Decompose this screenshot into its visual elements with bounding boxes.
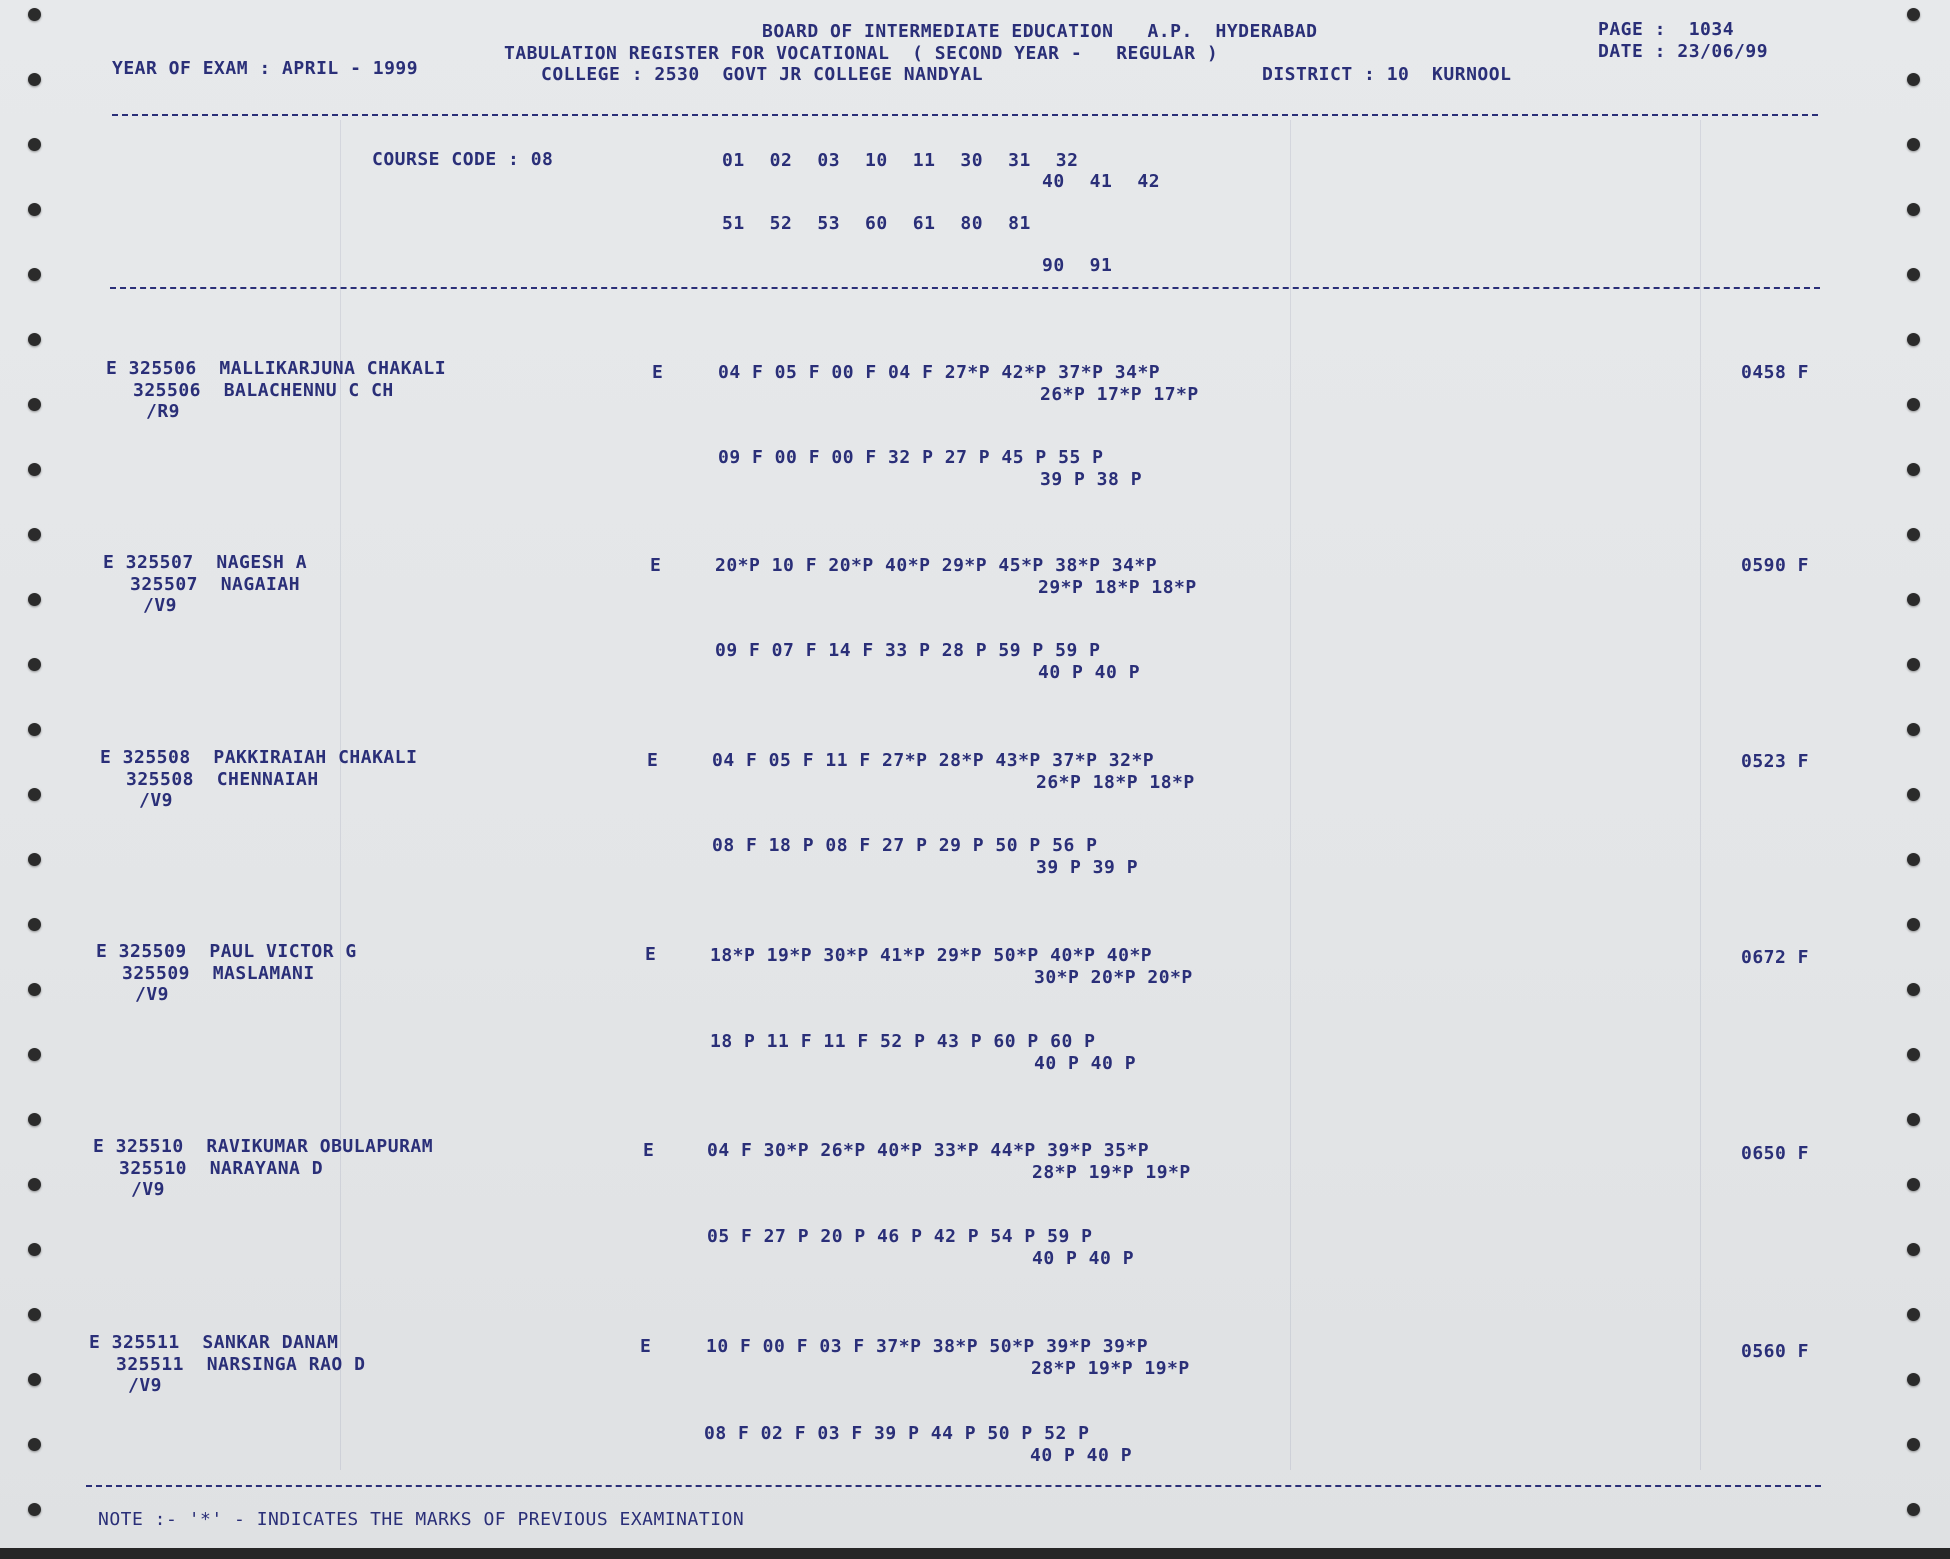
tractor-hole xyxy=(28,723,41,736)
tractor-hole xyxy=(1907,593,1920,606)
tractor-hole xyxy=(1907,203,1920,216)
district-line: DISTRICT : 10 KURNOOL xyxy=(1262,64,1512,85)
tractor-hole xyxy=(28,1243,41,1256)
tractor-hole xyxy=(28,333,41,346)
marks-row3: 18 P 11 F 11 F 52 P 43 P 60 P 60 P xyxy=(710,1031,1096,1052)
page-number: PAGE : 1034 xyxy=(1598,19,1735,40)
student-roll-parent: 325506 BALACHENNU C CH xyxy=(133,380,394,401)
tractor-hole xyxy=(1907,658,1920,671)
tractor-hole xyxy=(28,658,41,671)
ruling-line xyxy=(340,120,341,1470)
total-result: 0590 F xyxy=(1741,555,1810,576)
student-roll-parent: 325509 MASLAMANI xyxy=(122,963,315,984)
marks-row1: 20*P 10 F 20*P 40*P 29*P 45*P 38*P 34*P xyxy=(715,555,1158,576)
left-tractor-holes xyxy=(10,0,40,1548)
tractor-hole xyxy=(1907,723,1920,736)
medium: E xyxy=(650,555,662,576)
medium: E xyxy=(647,750,659,771)
total-result: 0560 F xyxy=(1741,1341,1810,1362)
total-result: 0523 F xyxy=(1741,751,1810,772)
marks-row1: 10 F 00 F 03 F 37*P 38*P 50*P 39*P 39*P xyxy=(706,1336,1149,1357)
marks-row4: 39 P 38 P xyxy=(1040,469,1143,490)
subject-codes-row4: 90 91 xyxy=(1042,255,1113,276)
student-roll-parent: 325510 NARAYANA D xyxy=(119,1158,324,1179)
subject-codes-row2: 40 41 42 xyxy=(1042,171,1161,192)
marks-row1: 04 F 05 F 11 F 27*P 28*P 43*P 37*P 32*P xyxy=(712,750,1155,771)
student-roll-parent: 325508 CHENNAIAH xyxy=(126,769,319,790)
tractor-hole xyxy=(28,138,41,151)
tractor-hole xyxy=(28,1438,41,1451)
tractor-hole xyxy=(28,983,41,996)
student-roll-parent: 325507 NAGAIAH xyxy=(130,574,301,595)
tractor-hole xyxy=(1907,1243,1920,1256)
tractor-hole xyxy=(1907,788,1920,801)
footer-divider xyxy=(86,1485,1821,1487)
marks-row3: 08 F 02 F 03 F 39 P 44 P 50 P 52 P xyxy=(704,1423,1090,1444)
student-code: /V9 xyxy=(143,595,178,616)
tractor-hole xyxy=(28,918,41,931)
tractor-hole xyxy=(1907,918,1920,931)
tractor-hole xyxy=(28,1048,41,1061)
print-date: DATE : 23/06/99 xyxy=(1598,41,1769,62)
tractor-hole xyxy=(1907,1438,1920,1451)
marks-row4: 40 P 40 P xyxy=(1030,1445,1133,1466)
tractor-hole xyxy=(1907,268,1920,281)
marks-row4: 40 P 40 P xyxy=(1032,1248,1135,1269)
tractor-hole xyxy=(28,853,41,866)
tractor-hole xyxy=(1907,8,1920,21)
tractor-hole xyxy=(28,528,41,541)
ruling-line xyxy=(1290,120,1291,1470)
medium: E xyxy=(640,1336,652,1357)
medium: E xyxy=(643,1140,655,1161)
student-code: /V9 xyxy=(135,984,170,1005)
course-divider xyxy=(110,287,1820,289)
tractor-hole xyxy=(1907,1373,1920,1386)
student-id-name: E 325511 SANKAR DANAM xyxy=(89,1332,339,1353)
tractor-hole xyxy=(28,268,41,281)
subject-codes-row1: 01 02 03 10 11 30 31 32 xyxy=(722,150,1079,171)
student-id-name: E 325509 PAUL VICTOR G xyxy=(96,941,357,962)
marks-row1: 04 F 05 F 00 F 04 F 27*P 42*P 37*P 34*P xyxy=(718,362,1161,383)
tractor-hole xyxy=(1907,463,1920,476)
tractor-hole xyxy=(1907,73,1920,86)
tractor-hole xyxy=(28,1308,41,1321)
tractor-hole xyxy=(28,463,41,476)
marks-row2: 28*P 19*P 19*P xyxy=(1032,1162,1191,1183)
marks-row2: 29*P 18*P 18*P xyxy=(1038,577,1197,598)
header-divider xyxy=(112,114,1818,116)
student-roll-parent: 325511 NARSINGA RAO D xyxy=(116,1354,366,1375)
marks-row4: 39 P 39 P xyxy=(1036,857,1139,878)
tractor-hole xyxy=(28,1113,41,1126)
tractor-hole xyxy=(1907,1178,1920,1191)
student-id-name: E 325507 NAGESH A xyxy=(103,552,308,573)
total-result: 0650 F xyxy=(1741,1143,1810,1164)
board-title: BOARD OF INTERMEDIATE EDUCATION A.P. HYDERABAD xyxy=(762,21,1318,42)
marks-row1: 18*P 19*P 30*P 41*P 29*P 50*P 40*P 40*P xyxy=(710,945,1153,966)
tractor-hole xyxy=(1907,333,1920,346)
tractor-hole xyxy=(28,1503,41,1516)
marks-row3: 09 F 00 F 00 F 32 P 27 P 45 P 55 P xyxy=(718,447,1104,468)
total-result: 0458 F xyxy=(1741,362,1810,383)
subject-codes-row3: 51 52 53 60 61 80 81 xyxy=(722,213,1031,234)
student-id-name: E 325510 RAVIKUMAR OBULAPURAM xyxy=(93,1136,434,1157)
right-tractor-holes xyxy=(1902,0,1932,1548)
student-code: /V9 xyxy=(139,790,174,811)
tractor-hole xyxy=(1907,398,1920,411)
tractor-hole xyxy=(1907,1503,1920,1516)
medium: E xyxy=(652,362,664,383)
tractor-hole xyxy=(1907,138,1920,151)
tractor-hole xyxy=(1907,1308,1920,1321)
tractor-hole xyxy=(28,1178,41,1191)
total-result: 0672 F xyxy=(1741,947,1810,968)
marks-row4: 40 P 40 P xyxy=(1038,662,1141,683)
tractor-hole xyxy=(1907,1048,1920,1061)
tractor-hole xyxy=(28,593,41,606)
marks-row3: 09 F 07 F 14 F 33 P 28 P 59 P 59 P xyxy=(715,640,1101,661)
footnote: NOTE :- '*' - INDICATES THE MARKS OF PREVIOUS EXAMINATION xyxy=(98,1509,745,1530)
marks-row2: 30*P 20*P 20*P xyxy=(1034,967,1193,988)
tractor-hole xyxy=(28,1373,41,1386)
marks-row4: 40 P 40 P xyxy=(1034,1053,1137,1074)
marks-row3: 08 F 18 P 08 F 27 P 29 P 50 P 56 P xyxy=(712,835,1098,856)
tractor-hole xyxy=(28,73,41,86)
course-code-label: COURSE CODE : 08 xyxy=(372,149,554,170)
marks-row2: 28*P 19*P 19*P xyxy=(1031,1358,1190,1379)
marks-row2: 26*P 18*P 18*P xyxy=(1036,772,1195,793)
ruling-line xyxy=(1700,120,1701,1470)
tractor-hole xyxy=(28,203,41,216)
student-code: /V9 xyxy=(131,1179,166,1200)
student-code: /V9 xyxy=(128,1375,163,1396)
marks-row2: 26*P 17*P 17*P xyxy=(1040,384,1199,405)
student-code: /R9 xyxy=(146,401,181,422)
student-id-name: E 325506 MALLIKARJUNA CHAKALI xyxy=(106,358,447,379)
tractor-hole xyxy=(28,8,41,21)
college-line: COLLEGE : 2530 GOVT JR COLLEGE NANDYAL xyxy=(541,64,984,85)
register-title: TABULATION REGISTER FOR VOCATIONAL ( SECOND YEAR - REGULAR ) xyxy=(504,43,1219,64)
tractor-hole xyxy=(1907,853,1920,866)
tractor-hole xyxy=(1907,528,1920,541)
tractor-hole xyxy=(1907,1113,1920,1126)
tractor-hole xyxy=(1907,983,1920,996)
year-of-exam: YEAR OF EXAM : APRIL - 1999 xyxy=(112,58,419,79)
marks-row3: 05 F 27 P 20 P 46 P 42 P 54 P 59 P xyxy=(707,1226,1093,1247)
bottom-edge xyxy=(0,1548,1950,1559)
tractor-hole xyxy=(28,398,41,411)
marks-row1: 04 F 30*P 26*P 40*P 33*P 44*P 39*P 35*P xyxy=(707,1140,1150,1161)
student-id-name: E 325508 PAKKIRAIAH CHAKALI xyxy=(100,747,418,768)
medium: E xyxy=(645,944,657,965)
tractor-hole xyxy=(28,788,41,801)
